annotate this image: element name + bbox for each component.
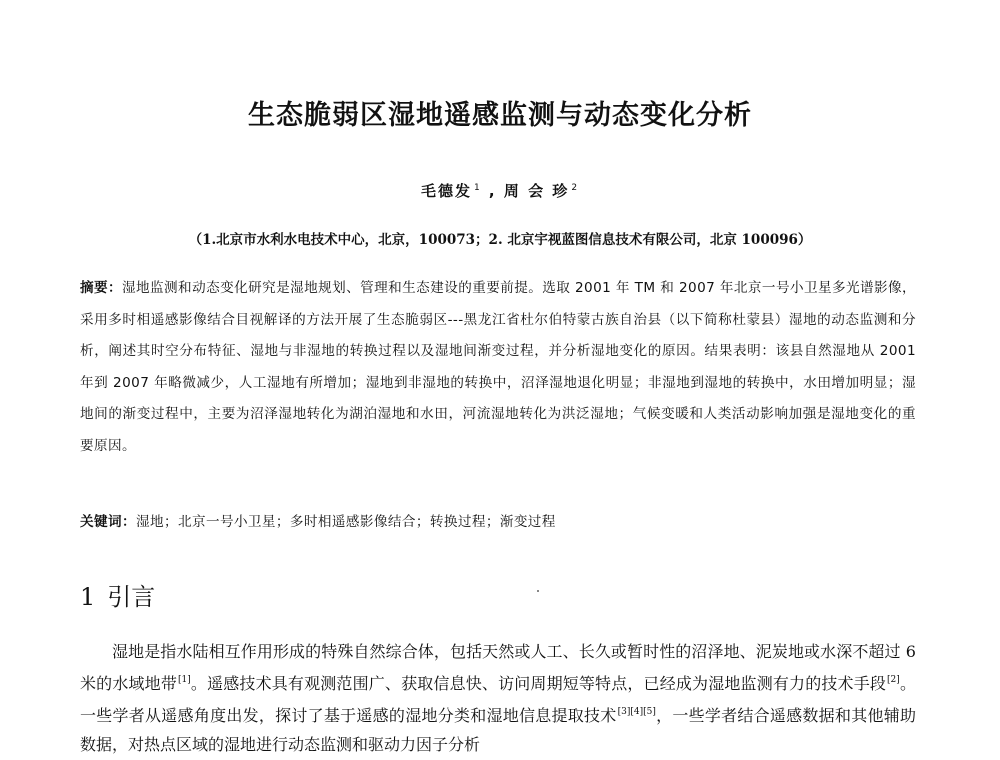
abstract-label: 摘要： (80, 280, 123, 296)
section-heading (80, 577, 155, 612)
author-affiliation-marker: 2 (571, 183, 580, 193)
body-text-segment: 。遥感技术具有观测范围广、获取信息快、访问周期短等特点，已经成为湿地监测有力的技术手段 (190, 674, 887, 693)
keywords (80, 510, 916, 534)
author-line (0, 180, 1000, 201)
abstract (80, 273, 916, 462)
author-separator: , (488, 182, 497, 200)
citation: [3][4][5] (617, 707, 656, 717)
author-affiliation-marker: 1 (473, 183, 482, 193)
citation: [2] (887, 675, 900, 685)
author-name: 周 会 珍 (503, 182, 570, 200)
keywords-label: 关键词： (80, 514, 136, 530)
body-text-segment: ，一些学者结合遥感数据和其他辅助数据，对热点区域的湿地进行动态监测和驱动力因子分析 (80, 706, 916, 754)
author-name: 毛德发 (420, 182, 472, 200)
affiliations: （1.北京市水利水电技术中心，北京，100073；2. 北京宇视蓝图信息技术有限公司，北京 100096） (188, 232, 812, 248)
abstract-text: 湿地监测和动态变化研究是湿地规划、管理和生态建设的重要前提。选取 2001 年 TM 和 2007 年北京一号小卫星多光谱影像，采用多时相遥感影像结合目视解译的方法开展了生态脆弱区---黑龙江省杜尔伯特蒙古族自治县（以下简称杜蒙县）湿地的动态监测和分析，阐述其时空分布特征、湿地与非湿地的转换过程以及湿地间渐变过程，并分析湿地变化的原因。结果表明：该县自然湿地从 2001 年到 2007 年略微减少，人工湿地有所增加；湿地到非湿地的转换中，沼泽湿地退化明显；非湿地到湿地的转换中，水田增加明显；湿地间的渐变过程中，主要为沼泽湿地转化为湖泊湿地和水田，河流湿地转化为洪泛湿地；气候变暖和人类活动影响加强是湿地变化的重要原因。 (80, 280, 917, 454)
section-number: 1 (80, 583, 96, 611)
section-title: 引言 (107, 583, 156, 611)
body-text-segment: 。一些学者从遥感角度出发，探讨了基于遥感的湿地分类和湿地信息提取技术 (80, 674, 916, 725)
paper-title: 生态脆弱区湿地遥感监测与动态变化分析 (248, 100, 752, 131)
keywords-text: 湿地；北京一号小卫星；多时相遥感影像结合；转换过程；渐变过程 (135, 514, 556, 530)
scan-speck (537, 590, 539, 592)
body-paragraph (80, 637, 916, 759)
citation: [1] (178, 675, 191, 685)
body-text-segment: 湿地是指水陆相互作用形成的特殊自然综合体，包括天然或人工、长久或暂时性的沼泽地、泥炭地或水深不超过 6 米的水域地带 (80, 642, 916, 693)
